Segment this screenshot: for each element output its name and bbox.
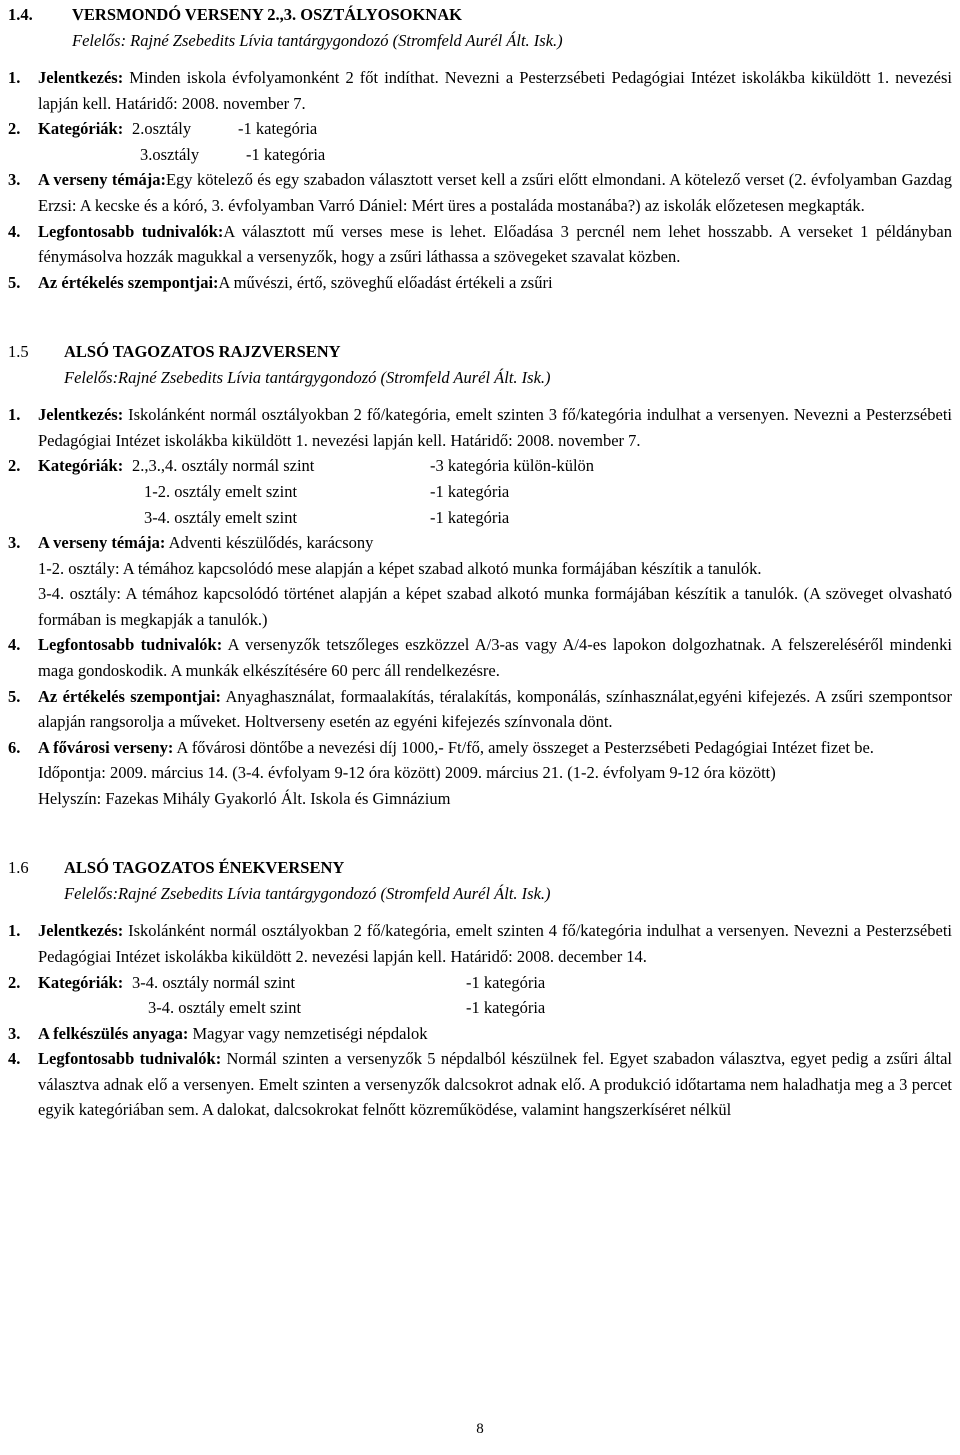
category-row	[38, 142, 952, 168]
item-content	[38, 632, 952, 683]
category-row	[38, 453, 952, 479]
item-content	[38, 402, 952, 453]
item-label: Jelentkezés:	[38, 405, 124, 425]
spacer	[38, 479, 144, 505]
section-heading: ALSÓ TAGOZATOS ÉNEKVERSENY	[64, 858, 345, 878]
item-important-info	[8, 219, 952, 270]
competition-dates: Időpontja: 2009. március 14. (3-4. évfolyam 9-12 óra között) 2009. március 21. (1-2. évfolyam 9-12 óra között)	[38, 763, 776, 783]
category-name: 1-2. osztály emelt szint	[144, 482, 298, 501]
item-categories	[8, 453, 952, 530]
section-title-1-5	[8, 339, 952, 365]
item-content	[38, 918, 952, 969]
item-evaluation	[8, 270, 952, 296]
category-count: -1 kategória	[466, 998, 546, 1018]
item-theme	[8, 530, 952, 632]
section-heading: VERSMONDÓ VERSENY 2.,3. OSZTÁLYOSOKNAK	[72, 5, 462, 24]
item-content	[38, 65, 952, 116]
spacer	[38, 505, 144, 531]
item-content	[38, 270, 952, 296]
category-row	[38, 116, 952, 142]
item-label: Kategóriák:	[38, 456, 124, 476]
item-text: A választott mű verses mese is lehet. Előadása 3 percnél nem lehet hosszabb. A verseket 1 példányban fénymásolva hozzák magukkal a versenyzők, hogy a zsűri láthassa a szövegeket szavalat közben.	[38, 221, 953, 267]
category-row	[38, 995, 952, 1021]
section-number: 1.6	[8, 858, 29, 878]
item-content	[38, 530, 952, 632]
item-text: Anyaghasználat, formaalakítás, téralakítás, komponálás, színhasználat,egyéni kifejezés. A zsűri szempontsor alapján rangsorolja a műveket. Holtverseny esetén az egyéni kifejezés színvonala dönt.	[38, 686, 952, 732]
item-materials	[8, 1021, 952, 1047]
item-important-info	[8, 632, 952, 683]
item-number: 3.	[8, 533, 21, 553]
item-important-info	[8, 1046, 952, 1123]
item-number: 4.	[8, 1049, 21, 1069]
item-categories	[8, 116, 952, 167]
item-label: Kategóriák:	[38, 119, 124, 139]
category-name: 3.osztály	[140, 144, 200, 164]
item-number: 1.	[8, 921, 21, 941]
spacer	[8, 811, 952, 855]
item-text: Adventi készülődés, karácsony	[165, 533, 374, 553]
item-content	[38, 167, 952, 218]
item-label: Legfontosabb tudnivalók:	[38, 635, 223, 655]
item-label: Az értékelés szempontjai:	[38, 272, 219, 292]
section-responsible: Felelős:Rajné Zsebedits Lívia tantárgygondozó (Stromfeld Aurél Ált. Isk.)	[64, 367, 551, 387]
category-count: -1 kategória	[430, 507, 510, 527]
spacer	[38, 142, 140, 168]
item-content	[38, 219, 952, 270]
item-content	[38, 453, 952, 530]
section-title-1-4	[8, 2, 952, 28]
category-count: -1 kategória	[430, 482, 510, 501]
section-number: 1.5	[8, 342, 29, 362]
item-text: Iskolánként normál osztályokban 2 fő/kategória, emelt szinten 4 fő/kategória indulhat a versenyen. Nevezni a Pesterzsébeti Pedagógiai Intézet iskolákba kiküldött 2. nevezési lapján kell. Határidő: 2008. december 14.	[38, 921, 952, 966]
category-name: 3-4. osztály emelt szint	[148, 998, 302, 1018]
item-text: Normál szinten a versenyzők 5 népdalból készülnek fel. Egyet szabadon választva, egyet pedig a zsűri által választva adnak elő a versenyen. Emelt szinten a versenyzők dalcsokrot adnak elő. A produkció időtartama nem haladhatja meg a 3 percet egyik kategóriában sem. A dalokat, dalcsokrokat felnőtt közreműködése, valamint hangszerkíséret nélkül	[38, 1049, 952, 1120]
item-number: 2.	[8, 456, 21, 476]
item-number: 1.	[8, 68, 21, 88]
item-label: A verseny témája:	[38, 533, 166, 553]
item-number: 5.	[8, 272, 21, 292]
category-name: 3-4. osztály normál szint	[132, 972, 296, 992]
item-capital-competition	[8, 735, 952, 812]
category-count: -3 kategória külön-külön	[430, 456, 595, 476]
item-label: Jelentkezés:	[38, 68, 124, 88]
section-heading: ALSÓ TAGOZATOS RAJZVERSENY	[64, 342, 341, 362]
item-evaluation	[8, 684, 952, 735]
item-number: 4.	[8, 635, 21, 655]
item-content	[38, 735, 952, 812]
spacer	[8, 295, 952, 339]
category-name: 3-4. osztály emelt szint	[144, 507, 298, 527]
item-text: Minden iskola évfolyamonként 2 főt indíthat. Nevezni a Pesterzsébeti Pedagógiai Intézet iskolákba kiküldött 1. nevezési lapján kell. Határidő: 2008. november 7.	[38, 68, 952, 113]
item-content	[38, 684, 952, 735]
category-row	[38, 970, 952, 996]
item-label: A felkészülés anyaga:	[38, 1023, 189, 1043]
item-content	[38, 1021, 952, 1047]
item-label: Jelentkezés:	[38, 921, 124, 941]
item-text: A fővárosi döntőbe a nevezési díj 1000,- Ft/fő, amely összeget a Pesterzsébeti Pedagógiai Intézet fizet be.	[173, 737, 874, 757]
item-content	[38, 116, 952, 167]
spacer	[38, 995, 148, 1021]
item-registration	[8, 402, 952, 453]
item-label: Legfontosabb tudnivalók:	[38, 1049, 222, 1069]
item-number: 6.	[8, 737, 21, 757]
item-text: A versenyzők tetszőleges eszközzel A/3-as vagy A/4-es lapokon dolgozhatnak. A felszereléséről mindenki maga gondoskodik. A munkák elkészítésére 60 perc áll rendelkezésre.	[38, 635, 952, 680]
item-text: Egy kötelező és egy szabadon választott verset kell a zsűri előtt elmondani. A kötelező verset (2. évfolyamban Gazdag Erzsi: A kecske és a kóró, 3. évfolyamban Varró Dániel: Mért üres a postaláda mostanába?) az iskolák előzetesen megkapták.	[38, 170, 952, 215]
item-theme	[8, 167, 952, 218]
category-count: -1 kategória	[238, 119, 318, 139]
item-label: A verseny témája:	[38, 170, 166, 190]
item-number: 5.	[8, 686, 21, 706]
competition-location: Helyszín: Fazekas Mihály Gyakorló Ált. Iskola és Gimnázium	[38, 788, 451, 808]
item-label: Legfontosabb tudnivalók:	[38, 221, 224, 241]
category-name: 2.,3.,4. osztály normál szint	[132, 456, 315, 476]
category-row	[38, 479, 952, 505]
category-count: -1 kategória	[466, 972, 546, 992]
page-number: 8	[476, 1421, 484, 1437]
item-label: Az értékelés szempontjai:	[38, 686, 222, 706]
item-number: 3.	[8, 170, 21, 190]
item-text: Iskolánként normál osztályokban 2 fő/kategória, emelt szinten 3 fő/kategória indulhat a versenyen. Nevezni a Pesterzsébeti Pedagógiai Intézet iskolákba kiküldött 1. nevezési lapján kell. Határidő: 2008. november 7.	[38, 405, 952, 450]
section-responsible: Felelős: Rajné Zsebedits Lívia tantárgygondozó (Stromfeld Aurél Ált. Isk.)	[72, 30, 563, 50]
item-registration	[8, 918, 952, 969]
item-text: Magyar vagy nemzetiségi népdalok	[188, 1023, 428, 1043]
section-responsible: Felelős:Rajné Zsebedits Lívia tantárgygondozó (Stromfeld Aurél Ált. Isk.)	[64, 883, 551, 903]
item-content	[38, 970, 952, 1021]
category-count: -1 kategória	[246, 144, 326, 164]
item-number: 1.	[8, 405, 21, 425]
theme-grade-3-4: 3-4. osztály: A témához kapcsolódó történet alapján a képet szabad alkotó munka formájában készítik a tanulók. (A szöveget olvasható formában is megkapják a tanulók.)	[38, 584, 952, 629]
section-number: 1.4.	[8, 5, 33, 24]
item-categories	[8, 970, 952, 1021]
item-content	[38, 1046, 952, 1123]
item-text: A művészi, értő, szöveghű előadást értékeli a zsűri	[218, 272, 553, 292]
section-title-1-6	[8, 855, 952, 881]
item-number: 3.	[8, 1023, 21, 1043]
item-number: 2.	[8, 972, 21, 992]
item-label: A fővárosi verseny:	[38, 737, 174, 757]
item-registration	[8, 65, 952, 116]
theme-grade-1-2: 1-2. osztály: A témához kapcsolódó mese alapján a képet szabad alkotó munka formájában készítik a tanulók.	[38, 558, 762, 578]
item-number: 4.	[8, 221, 21, 241]
category-name: 2.osztály	[132, 119, 192, 139]
item-number: 2.	[8, 119, 21, 139]
category-row	[38, 505, 952, 531]
item-label: Kategóriák:	[38, 972, 124, 992]
